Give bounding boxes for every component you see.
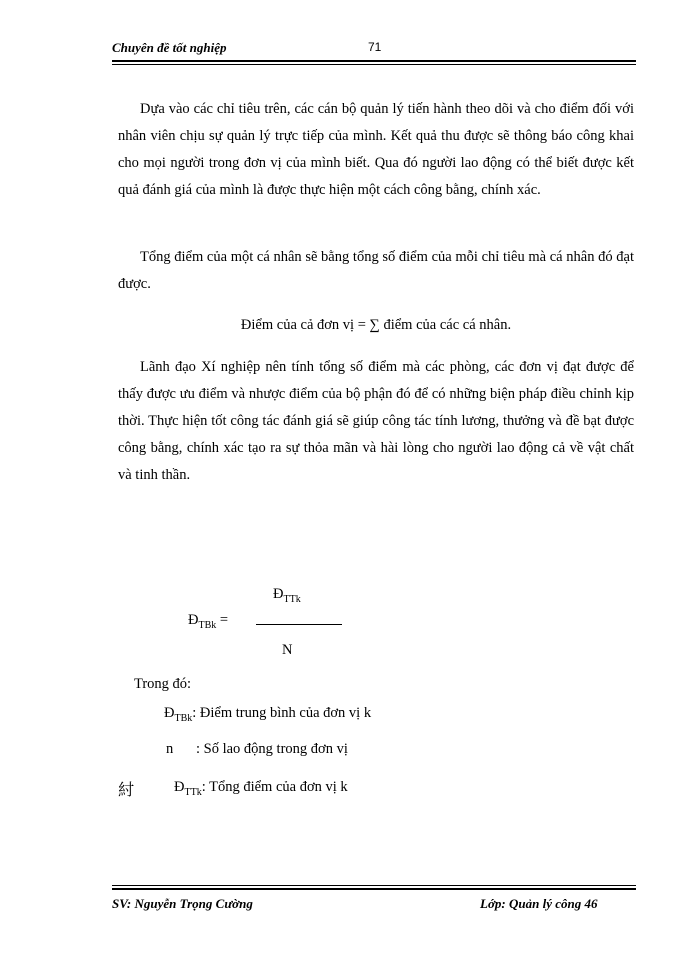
formula-lhs: $Đ_{TBk}$ = [188,612,229,631]
footer-student: SV: Nguyễn Trọng Cường [112,896,253,911]
header-title: Chuyên đề tốt nghiệp [112,40,227,55]
paragraph-2: Tổng điểm của một cá nhân sẽ bằng tổng số điểm của mỗi chỉ tiêu mà cá nhân đó đạt được. [118,249,634,292]
formula-numerator: $Đ_{TTk}$ [273,586,301,605]
legend-item-average: $Đ_{TBk}$: Điểm trung bình của đơn vị k [164,705,372,724]
legend-intro: Trong đó: [134,676,192,692]
page-number: 71 [368,40,382,54]
footer-rule-bottom [112,888,636,890]
footer-class: Lớp: Quản lý công 46 [480,896,598,911]
stray-glyph: 紂 [118,780,135,799]
footer-rule-top [112,885,636,886]
legend-item-total: $Đ_{TTk}$: Tổng điểm của đơn vị k [174,779,348,798]
header-rule-top [112,60,636,62]
header-rule-bottom [112,64,636,65]
fraction-bar [256,624,342,625]
legend-item-count: n : Số lao động trong đơn vị [166,741,348,757]
formula-line: Điểm của cả đơn vị = ∑ điểm của các cá nhân. [240,317,512,333]
paragraph-3: Lãnh đạo Xí nghiệp nên tính tổng số điểm mà các phòng, các đơn vị đạt được để thấy được ưu điểm và nhược điểm của bộ phận đó để có những biện pháp điều chỉnh kịp thời. Thực hiện tốt công tác đánh giá sẽ giúp công tác tính lương, thưởng và đề bạt được công bằng, chính xác tạo ra sự thỏa mãn và hài lòng cho người lao động cả về vật chất và tinh thần. [118,359,634,483]
paragraph-1: Dựa vào các chỉ tiêu trên, các cán bộ quản lý tiến hành theo dõi và cho điểm đối với nhân viên chịu sự quản lý trực tiếp của mình. Kết quả thu được sẽ thông báo công khai cho mọi người trong đơn vị của mình biết. Qua đó người lao động có thể biết được kết quả đánh giá của mình là được thực hiện một cách công bằng, chính xác. [118,101,634,198]
formula-denominator: N [282,642,293,658]
